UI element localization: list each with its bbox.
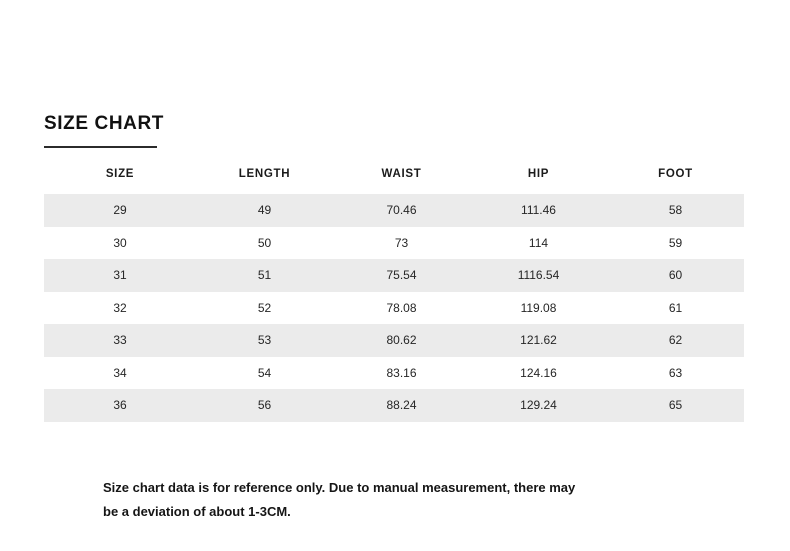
cell-length: 50 — [196, 227, 333, 260]
title-block — [44, 112, 164, 148]
column-header-length: LENGTH — [196, 162, 333, 194]
table-header-row — [44, 162, 744, 194]
cell-length: 51 — [196, 259, 333, 292]
cell-waist: 73 — [333, 227, 470, 260]
cell-length: 56 — [196, 389, 333, 422]
table-row — [44, 389, 744, 422]
cell-size: 36 — [44, 389, 196, 422]
cell-foot: 65 — [607, 389, 744, 422]
cell-waist: 78.08 — [333, 292, 470, 325]
table-body — [44, 194, 744, 422]
cell-waist: 83.16 — [333, 357, 470, 390]
cell-hip: 119.08 — [470, 292, 607, 325]
table-header — [44, 162, 744, 194]
column-header-size: SIZE — [44, 162, 196, 194]
cell-hip: 121.62 — [470, 324, 607, 357]
cell-size: 33 — [44, 324, 196, 357]
cell-foot: 63 — [607, 357, 744, 390]
cell-size: 31 — [44, 259, 196, 292]
cell-size: 32 — [44, 292, 196, 325]
cell-length: 52 — [196, 292, 333, 325]
cell-waist: 88.24 — [333, 389, 470, 422]
cell-size: 30 — [44, 227, 196, 260]
cell-foot: 61 — [607, 292, 744, 325]
cell-hip: 124.16 — [470, 357, 607, 390]
table-row — [44, 292, 744, 325]
cell-waist: 80.62 — [333, 324, 470, 357]
disclaimer-note — [103, 476, 703, 524]
column-header-hip: HIP — [470, 162, 607, 194]
cell-foot: 60 — [607, 259, 744, 292]
page-title: SIZE CHART — [44, 113, 164, 134]
cell-hip: 129.24 — [470, 389, 607, 422]
cell-foot: 59 — [607, 227, 744, 260]
size-chart-table — [44, 162, 744, 422]
column-header-waist: WAIST — [333, 162, 470, 194]
disclaimer-line-2: be a deviation of about 1-3CM. — [103, 504, 291, 519]
cell-size: 34 — [44, 357, 196, 390]
table-row — [44, 259, 744, 292]
cell-length: 49 — [196, 194, 333, 227]
cell-hip: 1116.54 — [470, 259, 607, 292]
title-underline — [44, 146, 157, 148]
cell-foot: 58 — [607, 194, 744, 227]
table-row — [44, 324, 744, 357]
cell-length: 53 — [196, 324, 333, 357]
table-row — [44, 227, 744, 260]
cell-hip: 111.46 — [470, 194, 607, 227]
table-row — [44, 357, 744, 390]
cell-waist: 70.46 — [333, 194, 470, 227]
cell-waist: 75.54 — [333, 259, 470, 292]
cell-size: 29 — [44, 194, 196, 227]
table-row — [44, 194, 744, 227]
cell-foot: 62 — [607, 324, 744, 357]
disclaimer-line-1: Size chart data is for reference only. Due to manual measurement, there may — [103, 480, 576, 495]
size-chart-table-wrapper — [44, 162, 744, 422]
column-header-foot: FOOT — [607, 162, 744, 194]
cell-length: 54 — [196, 357, 333, 390]
cell-hip: 114 — [470, 227, 607, 260]
